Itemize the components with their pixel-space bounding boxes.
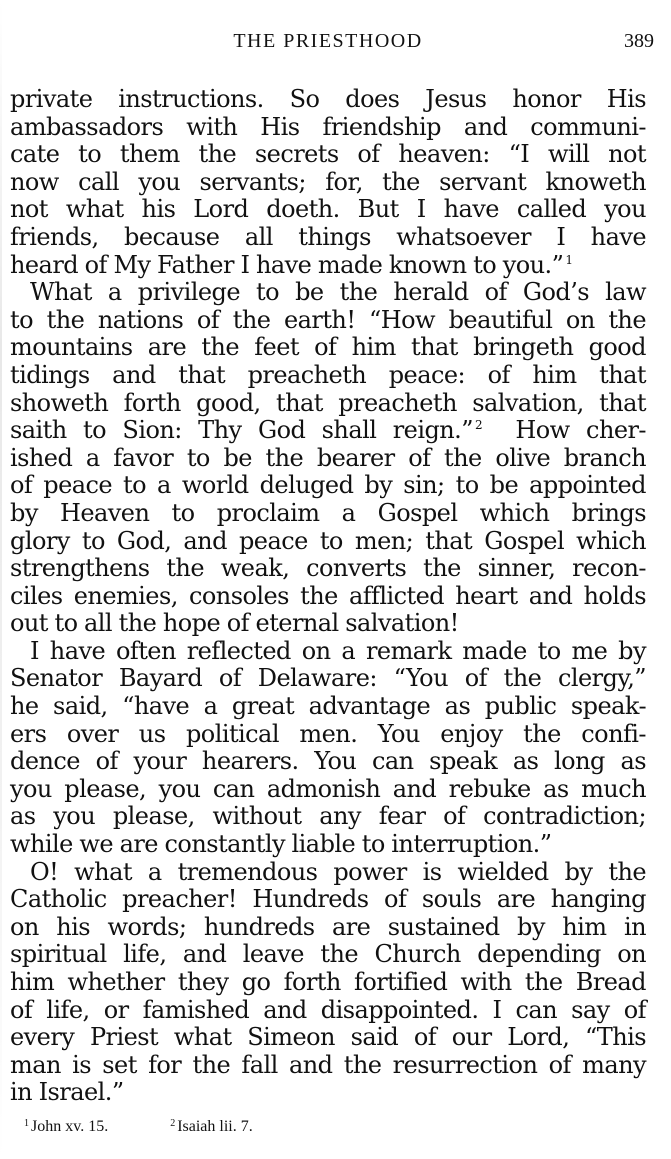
footnote-2 (170, 1118, 253, 1136)
footnote-text: Isaiah lii. 7. (177, 1118, 253, 1135)
text-line (10, 390, 646, 418)
line-text: ambassadors with His friendship and communi- (10, 112, 646, 141)
line-text: saith to Sion: Thy God shall reign.” (10, 416, 473, 445)
line-text: friends, because all things whatsoever I have (10, 222, 646, 251)
line-text: in Israel.” (10, 1078, 124, 1107)
text-line (10, 721, 646, 749)
text-line (10, 252, 646, 280)
line-text: of life, or famished and disappointed. I can say of (10, 995, 646, 1024)
line-text: on his words; hundreds are sustained by him in (10, 912, 646, 941)
line-text: heard of My Father I have made known to you.” (10, 250, 564, 279)
text-line (10, 307, 646, 335)
text-line (10, 1052, 646, 1080)
text-line (10, 665, 646, 693)
line-text: O! what a tremendous power is wielded by the (30, 857, 646, 886)
text-line (10, 997, 646, 1025)
line-text: Senator Bayard of Delaware: “You of the clergy,” (10, 664, 646, 693)
line-text: he said, “have a great advantage as public speak- (10, 692, 646, 721)
footnote-text: John xv. 15. (31, 1118, 109, 1135)
line-text: you please, you can admonish and rebuke as much (10, 774, 646, 803)
line-text: Catholic preacher! Hundreds of souls are hanging (10, 885, 646, 914)
line-text: man is set for the fall and the resurrection of many (10, 1050, 646, 1079)
text-line (10, 169, 646, 197)
text-line (10, 776, 646, 804)
line-text: not what his Lord doeth. But I have called you (10, 195, 646, 224)
footnotes (24, 1118, 253, 1136)
line-text: What a privilege to be the herald of God’s law (30, 278, 646, 307)
text-line (10, 941, 646, 969)
text-line (10, 86, 646, 114)
line-text: cate to them the secrets of heaven: “I will not (10, 140, 646, 169)
text-line (10, 748, 646, 776)
text-line (10, 1024, 646, 1052)
text-line (10, 914, 646, 942)
line-text: out to all the hope of eternal salvation! (10, 609, 459, 638)
line-text: showeth forth good, that preacheth salvation, that (10, 388, 646, 417)
line-text: now call you servants; for, the servant knoweth (10, 167, 646, 196)
footnote-reference: 2 (474, 418, 483, 433)
text-line (10, 196, 646, 224)
line-text: ciles enemies, consoles the afflicted heart and holds (10, 581, 646, 610)
line-text: him whether they go forth fortified with the Bread (10, 968, 646, 996)
line-text: ers over us political men. You enjoy the confi- (10, 719, 646, 748)
text-line (10, 500, 646, 528)
text-line (10, 445, 646, 473)
line-text: strengthens the weak, converts the sinner, recon- (10, 554, 646, 583)
text-line (10, 969, 646, 997)
book-page (10, 0, 654, 1159)
footnote-1 (24, 1118, 108, 1136)
line-text: while we are constantly liable to interruption.” (10, 830, 552, 859)
footnote-marker: 1 (24, 1118, 29, 1129)
body-text (10, 86, 646, 1107)
text-line (10, 334, 646, 362)
text-line (10, 886, 646, 914)
page-number: 389 (624, 30, 654, 52)
text-line (10, 555, 646, 583)
text-line (10, 362, 646, 390)
text-line (10, 279, 646, 307)
line-text: I have often reflected on a remark made to me by (30, 636, 646, 665)
line-text: mountains are the feet of him that bringeth good (10, 333, 646, 362)
text-line (10, 831, 646, 859)
text-line (10, 224, 646, 252)
footnote-marker: 2 (170, 1118, 176, 1129)
running-head (10, 30, 654, 56)
line-text: dence of your hearers. You can speak as long as (10, 747, 646, 776)
text-line (10, 472, 646, 500)
text-line (10, 583, 646, 611)
line-text: to the nations of the earth! “How beautiful on the (10, 305, 646, 334)
page-edge-shadow (0, 0, 2, 1159)
line-text: ished a favor to be the bearer of the olive branch (10, 443, 646, 472)
line-text: private instructions. So does Jesus honor His (10, 85, 646, 113)
line-text: as you please, without any fear of contradiction; (10, 802, 646, 831)
text-line (10, 417, 646, 445)
line-text: tidings and that preacheth peace: of him that (10, 360, 646, 389)
text-line (10, 610, 646, 638)
line-text: spiritual life, and leave the Church depending on (10, 940, 646, 969)
text-line (10, 141, 646, 169)
running-title: THE PRIESTHOOD (233, 30, 423, 52)
line-text: every Priest what Simeon said of our Lord, “This (10, 1023, 646, 1052)
text-line (10, 859, 646, 887)
text-line (10, 803, 646, 831)
footnote-reference: 1 (565, 252, 573, 267)
line-text: by Heaven to proclaim a Gospel which brings (10, 498, 646, 527)
text-line (10, 693, 646, 721)
text-line (10, 638, 646, 666)
line-text-continuation: How cher- (482, 416, 646, 445)
text-line (10, 528, 646, 556)
text-line (10, 114, 646, 142)
text-line (10, 1079, 646, 1107)
line-text: glory to God, and peace to men; that Gospel which (10, 526, 646, 555)
line-text: of peace to a world deluged by sin; to be appointed (10, 471, 646, 500)
